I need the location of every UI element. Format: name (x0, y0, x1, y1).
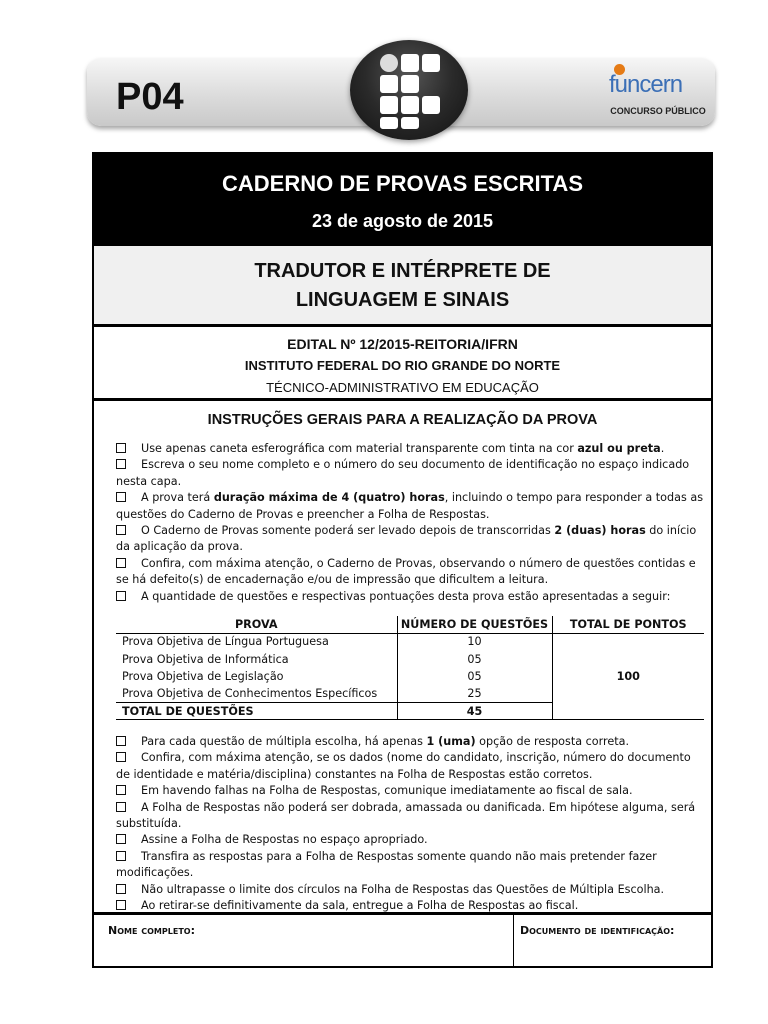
test-code: P04 (116, 76, 184, 118)
checkbox-icon (116, 459, 126, 469)
checkbox-icon (116, 443, 126, 453)
checkbox-icon (116, 834, 126, 844)
edital-number: EDITAL Nº 12/2015-REITORIA/IFRN (287, 336, 518, 352)
instruction-item (116, 882, 706, 898)
table-cell: 10 (397, 633, 552, 650)
instruction-item (116, 589, 706, 605)
career-category: TÉCNICO-ADMINISTRATIVO EM EDUCAÇÃO (266, 380, 539, 395)
instruction-text: Use apenas caneta esferográfica com material transparente com tinta na cor (141, 442, 578, 455)
table-header: PROVA (116, 616, 397, 633)
instruction-text: Em havendo falhas na Folha de Respostas, comunique imediatamente ao fiscal de sala. (141, 784, 633, 798)
instruction-item (116, 441, 706, 457)
page-title: CADERNO DE PROVAS ESCRITAS (221, 171, 583, 196)
table-row (116, 633, 704, 650)
ifrn-logo-icon (350, 40, 468, 140)
instruction-item (116, 523, 706, 556)
instruction-emphasis: 2 (duas) horas (554, 524, 646, 538)
instructions-list (116, 734, 706, 914)
checkbox-icon (116, 558, 126, 568)
table-cell: 25 (397, 685, 552, 702)
divider (94, 324, 711, 327)
divider (94, 398, 711, 401)
total-points: 100 (552, 633, 704, 720)
instruction-text: , incluindo o tempo para responder a todas as questões do Caderno de Provas e preencher a Folha de Respostas. (116, 491, 704, 521)
instruction-item (116, 750, 706, 783)
identification-block (94, 915, 711, 966)
instructions-list (116, 441, 706, 605)
instruction-text: Escreva o seu nome completo e o número do seu documento de identificação no espaço indicado nesta capa. (116, 458, 690, 488)
instruction-text: A prova terá (141, 491, 214, 505)
instruction-item (116, 849, 706, 882)
table-header-row (116, 616, 704, 633)
funcern-logo-subtitle: CONCURSO PÚBLICO (610, 106, 706, 116)
divider (513, 915, 514, 966)
checkbox-icon (116, 851, 126, 861)
instruction-item (116, 783, 706, 799)
checkbox-icon (116, 591, 126, 601)
instruction-text: O Caderno de Provas somente poderá ser levado depois de transcorridas (141, 524, 555, 538)
table-cell: 05 (397, 668, 552, 685)
checkbox-icon (116, 802, 126, 812)
instruction-emphasis: 1 (uma) (426, 735, 476, 748)
instruction-item (116, 832, 706, 848)
instruction-text: Transfira as respostas para a Folha de Respostas somente quando não mais pretender fazer modificações. (116, 849, 657, 880)
instruction-text: do início da aplicação da prova. (116, 524, 697, 554)
document-field-label: Documento de identificação: (520, 924, 675, 937)
instruction-item (116, 490, 706, 523)
checkbox-icon (116, 900, 126, 910)
instruction-item (116, 734, 706, 750)
checkbox-icon (116, 492, 126, 502)
instruction-text: opção de resposta correta. (475, 735, 630, 748)
instruction-emphasis: azul ou preta (577, 442, 661, 455)
instruction-text: Confira, com máxima atenção, se os dados (nome do candidato, inscrição, número do documento de identidade e matéria/disciplina) constantes na Folha de Respostas estão corretos. (116, 751, 691, 781)
instruction-text: Assine a Folha de Respostas no espaço apropriado. (141, 833, 428, 847)
checkbox-icon (116, 752, 126, 762)
name-field-label: Nome completo: (108, 924, 195, 937)
instruction-text: . (660, 442, 665, 455)
instruction-item (116, 457, 706, 490)
table-header: TOTAL DE PONTOS (552, 616, 704, 633)
cover-frame (92, 152, 713, 968)
exam-date: 23 de agosto de 2015 (311, 211, 494, 231)
total-label: TOTAL DE QUESTÕES (116, 703, 397, 720)
instruction-text: Não ultrapasse o limite dos círculos na Folha de Respostas das Questões de Múltipla Escolha. (141, 882, 665, 896)
checkbox-icon (116, 525, 126, 535)
checkbox-icon (116, 736, 126, 746)
position-title-line1: TRADUTOR E INTÉRPRETE DE (254, 260, 551, 282)
table-cell: 05 (397, 650, 552, 667)
table-cell: Prova Objetiva de Legislação (122, 669, 284, 683)
instruction-emphasis: duração máxima de 4 (quatro) horas (213, 491, 445, 505)
instruction-text: Confira, com máxima atenção, o Caderno de Provas, observando o número de questões contidas e se há defeito(s) de encadernação e/ou de impressão que dificultem a leitura. (116, 556, 696, 587)
table-header: NÚMERO DE QUESTÕES (397, 616, 552, 633)
table-cell: Prova Objetiva de Conhecimentos Específicos (122, 687, 378, 701)
instruction-item (116, 800, 706, 833)
questions-table (116, 616, 704, 720)
table-cell: Prova Objetiva de Língua Portuguesa (122, 635, 329, 649)
edital-block (94, 328, 711, 400)
checkbox-icon (116, 785, 126, 795)
table-cell: Prova Objetiva de Informática (122, 652, 289, 666)
checkbox-icon (116, 884, 126, 894)
instruction-text: A quantidade de questões e respectivas pontuações desta prova estão apresentadas a seguir: (141, 589, 671, 603)
institution-name: INSTITUTO FEDERAL DO RIO GRANDE DO NORTE (244, 358, 561, 373)
funcern-logo-name: funcern (609, 71, 683, 98)
position-block (94, 246, 711, 324)
instruction-item (116, 556, 706, 589)
instructions-title: INSTRUÇÕES GERAIS PARA A REALIZAÇÃO DA PROVA (207, 412, 598, 428)
position-title-line2: LINGUAGEM E SINAIS (295, 289, 510, 311)
instruction-text: A Folha de Respostas não poderá ser dobrada, amassada ou danificada. Em hipótese alguma, será substituída. (116, 800, 696, 831)
funcern-logo (606, 62, 706, 120)
instruction-text: Para cada questão de múltipla escolha, há apenas (141, 735, 427, 748)
total-value: 45 (397, 703, 552, 720)
title-block (94, 154, 711, 246)
instruction-text: Ao retirar-se definitivamente da sala, entregue a Folha de Respostas ao fiscal. (141, 899, 579, 913)
